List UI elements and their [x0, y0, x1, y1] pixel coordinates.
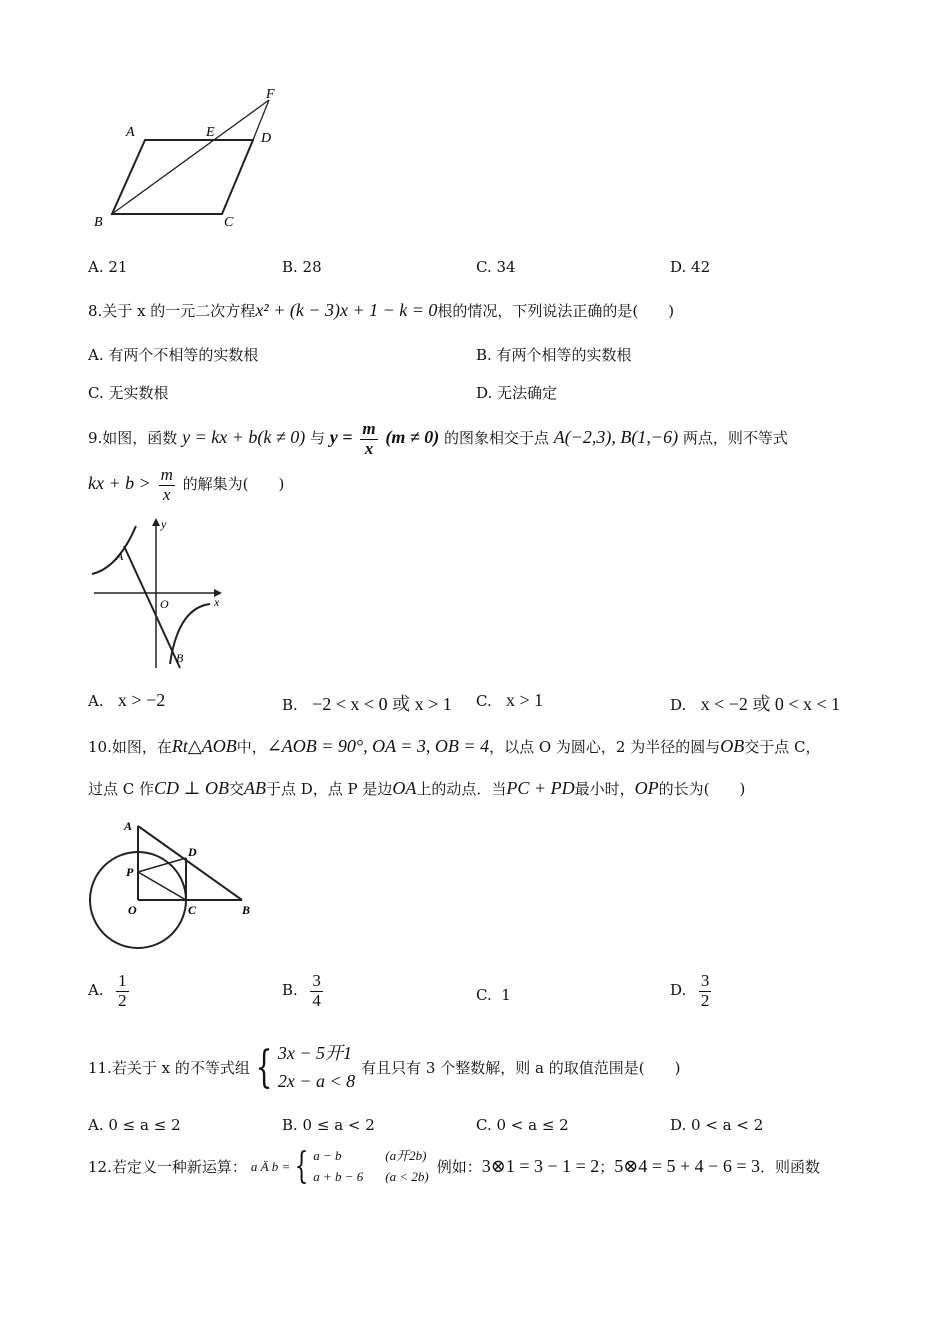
- q10-stem-line1: 10.如图，在Rt△AOB中，∠AOB = 90°, OA = 3, OB = 4，以点 O 为圆心，2 为半径的圆与OB交于点 C，: [88, 736, 821, 756]
- fig10-label-o: O: [128, 903, 137, 917]
- fig10-label-a: A: [124, 819, 133, 833]
- q9-function-graph: [88, 516, 228, 672]
- q9-option-b[interactable]: B. −2 < x < 0 或 x > 1: [282, 694, 452, 714]
- segment-ab: [138, 826, 242, 900]
- fig10-label-d: D: [188, 845, 197, 859]
- linear-function-line: [124, 546, 180, 668]
- y-axis-arrow: [152, 518, 160, 526]
- label-b: B: [94, 215, 103, 230]
- q10-option-b[interactable]: B. $\frac{3}{4}$: [282, 971, 321, 1010]
- graph-label-origin: O: [160, 597, 169, 611]
- q10-stem-line2: 过点 C 作CD ⊥ OB交AB于点 D，点 P 是边OA上的动点．当PC + PD最小时，OP的长为( ): [88, 778, 746, 798]
- q11-option-a[interactable]: A. 0 ≤ a ≤ 2: [88, 1116, 181, 1134]
- q7-option-b[interactable]: B. 28: [282, 258, 322, 276]
- parallelogram-abcd: [112, 140, 253, 214]
- label-f: F: [266, 87, 275, 102]
- q8-stem: 8.关于 x 的一元二次方程x² + (k − 3)x + 1 − k = 0根的情况，下列说法正确的是( ): [88, 300, 675, 320]
- q12-piecewise-definition: a − b (a开2b) a + b − 6 (a < 2b): [313, 1148, 429, 1184]
- label-a: A: [126, 125, 135, 140]
- q9-stem-line1: 9.如图，函数 y = kx + b(k ≠ 0) 与 y = $\frac{m}{x}$ (m ≠ 0) 的图象相交于点 A(−2,3), B(1,−6) 两点，则不等式: [88, 419, 788, 458]
- q10-circle-triangle-figure: [88, 814, 268, 954]
- graph-label-y: y: [161, 517, 167, 531]
- q11-option-d[interactable]: D. 0 < a < 2: [670, 1116, 764, 1134]
- hyperbola-branch-upper-left: [92, 526, 136, 574]
- graph-label-x: x: [214, 595, 220, 609]
- q8-option-c[interactable]: C. 无实数根: [88, 384, 169, 402]
- q12-stem: 12.若定义一种新运算： a Ä b = { a − b (a开2b) a + b − 6 (a < 2b) 例如： 3⊗1 = 3 − 1 = 2 ； 5⊗4 = 5 + 4 − 6 = 3 ．则函数: [88, 1145, 820, 1187]
- label-e: E: [206, 125, 215, 140]
- q7-option-a[interactable]: A. 21: [88, 258, 128, 276]
- graph-label-a: A: [116, 549, 124, 563]
- q7-option-c[interactable]: C. 34: [476, 258, 516, 276]
- q9-fraction-m-x-2: $\frac{m}{x}$: [160, 465, 173, 504]
- fig10-label-c: C: [188, 903, 197, 917]
- q9-fraction-m-x: $\frac{m}{x}$: [362, 419, 376, 458]
- q9-option-a[interactable]: A. x > −2: [88, 690, 166, 710]
- q9-option-c[interactable]: C. x > 1: [476, 690, 544, 710]
- q11-option-c[interactable]: C. 0 < a ≤ 2: [476, 1116, 569, 1134]
- fig10-label-p: P: [126, 865, 134, 879]
- fig10-label-b: B: [242, 903, 251, 917]
- graph-label-b: B: [176, 651, 184, 665]
- q10-option-a[interactable]: A. $\frac{1}{2}$: [88, 971, 127, 1010]
- label-c: C: [224, 215, 234, 230]
- q9-option-d[interactable]: D. x < −2 或 0 < x < 1: [670, 694, 841, 714]
- parallelogram-figure: [88, 84, 298, 234]
- q11-option-b[interactable]: B. 0 ≤ a < 2: [282, 1116, 375, 1134]
- q7-option-d[interactable]: D. 42: [670, 258, 711, 276]
- q9-stem-line2: kx + b > $\frac{m}{x}$ 的解集为( ): [88, 465, 285, 504]
- label-d: D: [261, 131, 272, 146]
- q11-stem: 11.若关于 x 的不等式组 { 3x − 5开1 2x − a < 8 有且只有 3 个整数解，则 a 的取值范围是( ): [88, 1040, 680, 1096]
- segment-pd: [138, 858, 186, 872]
- q11-inequality-system: 3x − 5开1 2x − a < 8: [277, 1043, 356, 1091]
- q8-option-d[interactable]: D. 无法确定: [476, 384, 558, 402]
- q8-option-a[interactable]: A. 有两个不相等的实数根: [88, 346, 259, 364]
- q8-option-b[interactable]: B. 有两个相等的实数根: [476, 346, 632, 364]
- q10-option-d[interactable]: D. $\frac{3}{2}$: [670, 971, 710, 1010]
- q8-equation: x² + (k − 3)x + 1 − k = 0: [255, 300, 438, 320]
- q10-option-c[interactable]: C. 1: [476, 986, 511, 1004]
